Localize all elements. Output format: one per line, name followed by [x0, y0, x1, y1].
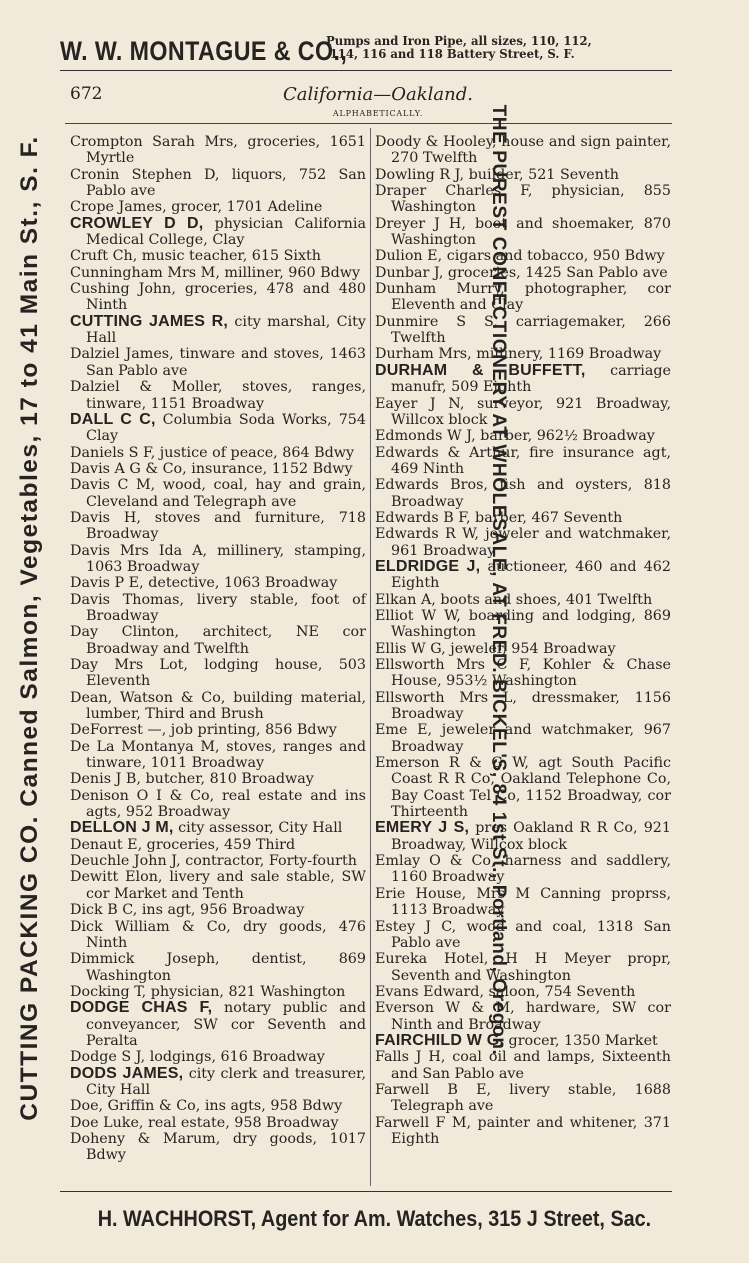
entry-text: Dalziel James, tinware and stoves, 1463 San Pablo ave	[70, 346, 366, 379]
directory-entry	[70, 902, 366, 918]
directory-entry	[375, 526, 671, 559]
entry-text: Emerson R & G W, agt South Pacific Coast R R Co, Oakland Telephone Co, Bay Coast Tel Co, 1152 Broadway, cor Thirteenth	[375, 755, 671, 821]
directory-entry	[375, 755, 671, 820]
directory-entry	[70, 722, 366, 738]
directory-entry	[375, 820, 671, 853]
entry-text: Doody & Hooley, house and sign painter, 270 Twelfth	[375, 134, 671, 167]
entry-text: city marshal, City Hall	[86, 313, 366, 347]
directory-entry	[375, 592, 671, 608]
entry-text: Davis H, stoves and furniture, 718 Broadway	[70, 509, 366, 543]
ad-line-2: 114, 116 and 118 Battery Street, S. F.	[329, 46, 575, 61]
entry-text: Edmonds W J, barber, 962½ Broadway	[375, 428, 655, 445]
entry-text: Dunmire S S, carriagemaker, 266 Twelfth	[375, 313, 671, 347]
column-divider	[370, 128, 371, 1186]
entry-text: Davis Mrs Ida A, millinery, stamping, 1063 Broadway	[70, 542, 366, 575]
entry-text: Doheny & Marum, dry goods, 1017 Bdwy	[70, 1130, 366, 1164]
directory-entry	[375, 722, 671, 755]
entry-text: Denaut E, groceries, 459 Third	[70, 836, 296, 853]
directory-entry	[375, 1049, 671, 1082]
entry-text: DeForrest —, job printing, 856 Bdwy	[70, 722, 337, 739]
entry-text: Cruft Ch, music teacher, 615 Sixth	[70, 248, 321, 265]
entry-text: Crope James, grocer, 1701 Adeline	[70, 199, 323, 216]
entry-text: grocer, 1350 Market	[504, 1032, 658, 1049]
directory-entry	[375, 608, 671, 641]
directory-entry	[375, 657, 671, 690]
directory-entry	[375, 265, 671, 281]
directory-entry	[70, 445, 366, 461]
running-head: California—Oakland.	[283, 84, 473, 105]
entry-text: Eayer J N, surveyor, 921 Broadway, Willcox block	[375, 395, 671, 428]
entry-text: Dulion E, cigars and tobacco, 950 Bdwy	[375, 248, 665, 265]
entry-text: Doe Luke, real estate, 958 Broadway	[70, 1114, 339, 1131]
entry-bold-name: DALL C C,	[70, 410, 156, 428]
entry-text: Dunbar J, groceries, 1425 San Pablo ave	[375, 264, 668, 281]
entry-text: Eureka Hotel, H H Meyer propr, Seventh and Washington	[375, 951, 671, 984]
directory-entry	[70, 1131, 366, 1164]
page-number: 672	[70, 84, 103, 104]
entry-text: notary public and conveyancer, SW cor Seventh and Peralta	[86, 1000, 366, 1049]
entry-text: Dean, Watson & Co, building material, lumber, Third and Brush	[70, 689, 366, 723]
entry-text: Davis P E, detective, 1063 Broadway	[70, 575, 338, 592]
entry-text: Dick William & Co, dry goods, 476 Ninth	[70, 918, 366, 951]
entry-bold-name: FAIRCHILD W G,	[375, 1031, 505, 1049]
directory-entry	[70, 690, 366, 723]
directory-entry	[70, 510, 366, 543]
directory-entry	[70, 265, 366, 281]
entry-text: Elliot W W, boarding and lodging, 869 Washington	[375, 607, 671, 641]
entry-text: Dreyer J H, boot and shoemaker, 870 Washington	[375, 215, 671, 249]
directory-entry	[375, 641, 671, 657]
left-side-ad-text: CUTTING PACKING CO. Canned Salmon, Vegetables, 17 to 41 Main St., S. F.	[16, 135, 43, 1121]
entry-text: Cushing John, groceries, 478 and 480 Ninth	[70, 281, 366, 314]
directory-entry	[375, 346, 671, 362]
directory-entry	[70, 167, 366, 200]
entry-bold-name: ELDRIDGE J,	[375, 557, 481, 575]
bottom-rule	[60, 1191, 672, 1192]
entry-text: Edwards & Arthur, fire insurance agt, 469 Ninth	[375, 444, 671, 477]
advertiser-name: W. W. MONTAGUE & CO.,	[60, 36, 348, 66]
directory-entry	[375, 510, 671, 526]
entry-text: Dodge S J, lodgings, 616 Broadway	[70, 1049, 325, 1066]
entry-text: pres Oakland R R Co, 921 Broadway, Willcox block	[391, 820, 671, 853]
directory-entry	[70, 869, 366, 902]
entry-text: Crompton Sarah Mrs, groceries, 1651 Myrtle	[70, 134, 366, 167]
directory-entry	[70, 853, 366, 869]
entry-text: Davis Thomas, livery stable, foot of Broadway	[70, 591, 366, 624]
entry-text: Draper Charles F, physician, 855 Washington	[375, 183, 671, 216]
right-side-advertisement	[481, 0, 515, 1165]
entry-text: Erie House, Mrs M Canning proprss, 1113 Broadway	[375, 885, 671, 919]
directory-entry	[70, 1066, 366, 1099]
directory-entry	[375, 853, 671, 886]
left-side-advertisement	[10, 28, 50, 1228]
entry-text: Dimmick Joseph, dentist, 869 Washington	[70, 951, 366, 984]
directory-entry	[375, 1082, 671, 1115]
entry-text: De La Montanya M, stoves, ranges and tinware, 1011 Broadway	[70, 738, 366, 772]
entry-text: Dick B C, ins agt, 956 Broadway	[70, 902, 305, 919]
entry-text: auctioneer, 460 and 462 Eighth	[391, 558, 671, 592]
entry-text: Dunham Murry, photographer, cor Eleventh and Clay	[375, 281, 671, 314]
entry-text: Dowling R J, builder, 521 Seventh	[375, 166, 619, 183]
left-column	[70, 134, 366, 1164]
directory-entry	[375, 134, 671, 167]
directory-entry	[375, 445, 671, 478]
directory-entry	[375, 559, 671, 592]
entry-text: Elkan A, boots and shoes, 401 Twelfth	[375, 591, 653, 608]
directory-entry	[375, 951, 671, 984]
entry-text: Cronin Stephen D, liquors, 752 San Pablo ave	[70, 166, 366, 200]
directory-entry	[375, 690, 671, 723]
entry-text: Ellis W G, jeweler, 954 Broadway	[375, 640, 616, 657]
directory-entry	[70, 1049, 366, 1065]
entry-text: Day Mrs Lot, lodging house, 503 Eleventh	[70, 657, 366, 690]
directory-entry	[70, 575, 366, 591]
directory-entry	[70, 281, 366, 314]
directory-entry	[375, 396, 671, 429]
advertiser-details	[326, 34, 592, 60]
directory-entry	[70, 216, 366, 249]
directory-entry	[70, 788, 366, 821]
entry-text: Docking T, physician, 821 Washington	[70, 983, 346, 1000]
directory-entry	[70, 543, 366, 576]
entry-text: Durham Mrs, millinery, 1169 Broadway	[375, 346, 662, 363]
header-rule	[65, 123, 672, 124]
directory-entry	[70, 624, 366, 657]
directory-entry	[70, 412, 366, 445]
directory-entry	[70, 134, 366, 167]
directory-entry	[70, 346, 366, 379]
directory-entry	[375, 281, 671, 314]
directory-entry	[70, 919, 366, 952]
directory-entry	[375, 1000, 671, 1033]
directory-entry	[375, 1033, 671, 1049]
bottom-advertisement	[0, 1206, 749, 1232]
directory-entry	[375, 886, 671, 919]
directory-entry	[375, 428, 671, 444]
entry-text: Edwards B F, barber, 467 Seventh	[375, 509, 623, 526]
directory-entry	[70, 951, 366, 984]
entry-text: Davis A G & Co, insurance, 1152 Bdwy	[70, 460, 353, 477]
directory-entry	[70, 1000, 366, 1049]
section-label: ALPHABETICALLY.	[332, 109, 424, 118]
directory-entry	[70, 248, 366, 264]
directory-entry	[70, 314, 366, 347]
entry-text: Farwell F M, painter and whitener, 371 Eighth	[375, 1114, 671, 1147]
entry-bold-name: CUTTING JAMES R,	[70, 312, 228, 330]
entry-text: Doe, Griffin & Co, ins agts, 958 Bdwy	[70, 1098, 343, 1115]
top-rule	[60, 70, 672, 71]
entry-bold-name: EMERY J S,	[375, 819, 470, 837]
directory-entry	[70, 837, 366, 853]
bottom-ad-text: H. WACHHORST, Agent for Am. Watches, 315 J Street, Sac.	[97, 1206, 652, 1231]
entry-text: Dewitt Elon, livery and sale stable, SW cor Market and Tenth	[70, 869, 366, 902]
entry-text: Eme E, jeweler and watchmaker, 967 Broadway	[375, 722, 671, 755]
entry-bold-name: DODGE CHAS F,	[70, 999, 213, 1017]
entry-bold-name: CROWLEY D D,	[70, 214, 204, 232]
entry-text: Everson W & M, hardware, SW cor Ninth and Broadway	[375, 1000, 671, 1033]
directory-entry	[70, 1098, 366, 1114]
entry-text: Denison O I & Co, real estate and ins agts, 952 Broadway	[70, 787, 366, 821]
entry-text: Day Clinton, architect, NE cor Broadway and Twelfth	[70, 624, 366, 657]
directory-entry	[375, 1115, 671, 1148]
directory-entry	[70, 739, 366, 772]
entry-text: physician California Medical College, Clay	[86, 215, 366, 249]
directory-entry	[375, 183, 671, 216]
directory-entry	[375, 216, 671, 249]
entry-text: Ellsworth Mrs C F, Kohler & Chase House, 953½ Washington	[375, 657, 671, 690]
entry-bold-name: DODS JAMES,	[70, 1064, 184, 1082]
entry-text: Emlay O & Co, harness and saddlery, 1160 Broadway	[375, 853, 671, 886]
directory-entry	[70, 379, 366, 412]
entry-text: Evans Edward, saloon, 754 Seventh	[375, 983, 636, 1000]
right-column	[375, 134, 671, 1147]
entry-text: carriage manufr, 509 Eighth	[391, 362, 671, 396]
entry-text: city clerk and treasurer, City Hall	[86, 1065, 366, 1098]
entry-text: Deuchle John J, contractor, Forty-fourth	[70, 853, 357, 870]
entry-text: Edwards R W, jeweler and watchmaker, 961 Broadway	[375, 526, 671, 559]
directory-entry	[70, 592, 366, 625]
right-side-ad-text: THE PUREST CONFECTIONERY AT WHOLESALE, AT FRED. BICKEL'S, 84 1st St., Portland, Oregon.	[488, 104, 509, 1056]
directory-entry	[375, 363, 671, 396]
directory-entry	[375, 984, 671, 1000]
directory-entry	[375, 314, 671, 347]
directory-entry	[375, 477, 671, 510]
directory-entry	[70, 771, 366, 787]
entry-bold-name: DELLON J M,	[70, 819, 174, 837]
ad-line-1: Pumps and Iron Pipe, all sizes, 110, 112,	[326, 33, 592, 48]
directory-entry	[375, 248, 671, 264]
entry-text: city assessor, City Hall	[173, 820, 343, 837]
directory-entry	[70, 461, 366, 477]
directory-entry	[70, 984, 366, 1000]
entry-text: Estey J C, wood and coal, 1318 San Pablo ave	[375, 918, 671, 951]
entry-text: Ellsworth Mrs L, dressmaker, 1156 Broadway	[375, 689, 671, 723]
directory-entry	[70, 820, 366, 836]
entry-text: Denis J B, butcher, 810 Broadway	[70, 771, 314, 788]
entry-text: Cunningham Mrs M, milliner, 960 Bdwy	[70, 264, 361, 281]
entry-text: Edwards Bros, fish and oysters, 818 Broadway	[375, 477, 671, 510]
top-advertisement	[60, 34, 690, 72]
entry-text: Columbia Soda Works, 754 Clay	[86, 411, 366, 445]
entry-text: Farwell B E, livery stable, 1688 Telegraph ave	[375, 1081, 671, 1115]
directory-entry	[70, 1115, 366, 1131]
entry-bold-name: DURHAM & BUFFETT,	[375, 361, 586, 379]
directory-entry	[375, 919, 671, 952]
directory-entry	[70, 477, 366, 510]
directory-entry	[70, 199, 366, 215]
entry-text: Daniels S F, justice of peace, 864 Bdwy	[70, 444, 355, 461]
entry-text: Falls J H, coal oil and lamps, Sixteenth and San Pablo ave	[375, 1049, 671, 1082]
directory-entry	[70, 657, 366, 690]
directory-entry	[375, 167, 671, 183]
entry-text: Dalziel & Moller, stoves, ranges, tinware, 1151 Broadway	[70, 379, 366, 412]
entry-text: Davis C M, wood, coal, hay and grain, Cleveland and Telegraph ave	[70, 477, 366, 510]
